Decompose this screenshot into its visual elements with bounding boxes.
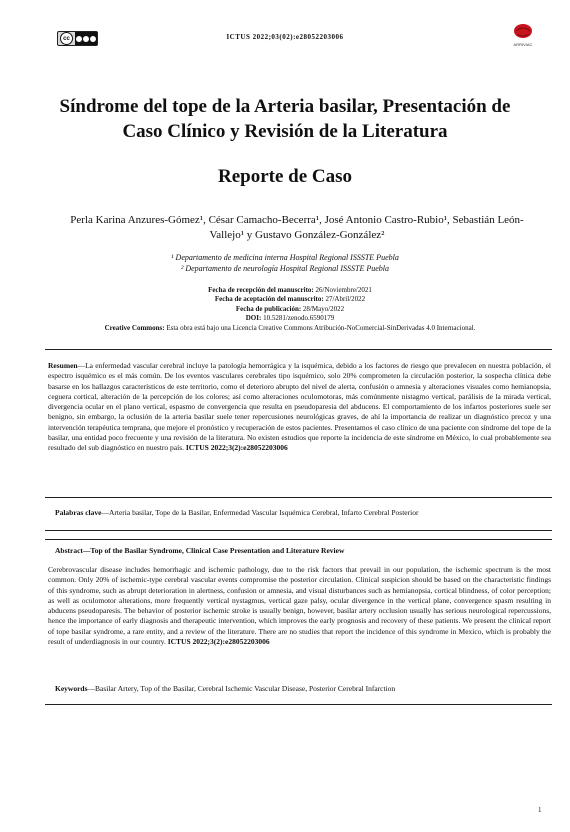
palabras-clave-text: —Arteria basilar, Tope de la Basilar, Enfermedad Vascular Isquémica Cerebral, Infarto Cerebral Posterior (101, 508, 419, 517)
logo-caption: ARRIVIAC (513, 42, 533, 47)
abstract-section (48, 565, 551, 647)
page-number: 1 (538, 806, 542, 814)
meta-doi: DOI: 10.5281/zenodo.6590179 (245, 314, 335, 323)
affiliations (0, 252, 570, 274)
cc-icon: cc (60, 32, 73, 45)
keywords-label: Keywords (55, 684, 88, 693)
resumen-ref: ICTUS 2022;3(2):e28052203006 (185, 443, 288, 453)
abstract-heading: Abstract—Top of the Basilar Syndrome, Clinical Case Presentation and Literature Review (55, 546, 345, 555)
palabras-clave-label: Palabras clave (55, 508, 102, 517)
authors: Perla Karina Anzures-Gómez¹, César Camacho-Becerra¹, José Antonio Castro-Rubio¹, Sebastián León-Vallejo¹ y Gustavo González-González² (70, 214, 524, 241)
resumen-label: Resumen (48, 361, 78, 370)
divider (45, 530, 552, 531)
palabras-clave (55, 508, 545, 518)
affiliation-2: ² Departamento de neurología Hospital Regional ISSSTE Puebla (180, 264, 390, 273)
meta-received: Fecha de recepción del manuscrito: 26/Noviembre/2021 (208, 286, 372, 294)
abstract-ref: ICTUS 2022;3(2):e28052203006 (167, 637, 270, 647)
keywords (55, 684, 545, 694)
article-title: Síndrome del tope de la Arteria basilar, Presentación de Caso Clínico y Revisión de la Literatura (59, 96, 511, 142)
affiliation-1: ¹ Departamento de medicina interna Hospital Regional ISSSTE Puebla (171, 253, 399, 262)
meta-license: Creative Commons: Esta obra está bajo una Licencia Creative Commons Atribución-NoComercial-SinDerivadas 4.0 Internacional. (104, 323, 476, 332)
keywords-text: —Basilar Artery, Top of the Basilar, Cerebral Ischemic Vascular Disease, Posterior Cerebral Infarction (87, 684, 396, 693)
divider (45, 497, 552, 498)
article-type: Reporte de Caso (217, 166, 353, 187)
meta-published: Fecha de publicación: 28/Mayo/2022 (235, 304, 345, 313)
resumen-section (48, 361, 551, 454)
manuscript-metadata (40, 286, 540, 333)
divider (45, 539, 552, 540)
divider (45, 349, 552, 350)
resumen-text: —La enfermedad vascular cerebral incluye la patología hemorrágica y la isquémica, debido a los factores de riesgo que prevalecen en nuestra población, el espectro isquémico es el más común. De los eventos vasculares cerebrales tipo isquémico, solo 20% comprometen la circulación posterior, la sospecha clínica debe basarse en los hallazgos característicos de este territorio, como el deterioro abrupto del nivel de alerta, confusión o amnesia y alteraciones visuales como hemianopsia, ceguera cortical, alteración de la percepción de los colores; así como alteraciones oculomotoras, más comúnmente nistagmo vertical, parálisis de la mirada vertical, divergencia ocular en el plano vertical, espasmo de convergencia que resulta en pseudoparesia del abducens. El comportamiento de los infartos posteriores suele ser benigno, sin embargo, la oclusión de la arteria basilar suele tener repercusiones neurológicas graves, de ahí la importancia de realizar un diagnóstico precoz y una intervención terapéutica temprana, que mejore el pronóstico y recuperación de estos pacientes. Presentamos el caso clínico de una paciente con síndrome del tope de la basilar, una entidad poco frecuente y una revisión de la literatura. No existen estudios que reporte la incidencia de este síndrome en México, lo cual probablemente sea resultado del sub diagnóstico en nuestro país. (48, 361, 551, 453)
journal-logo (508, 21, 538, 49)
divider (45, 704, 552, 705)
journal-reference-header: ICTUS 2022;03(02):e28052203006 (226, 33, 344, 41)
meta-accepted: Fecha de aceptación del manuscrito: 27/Abril/2022 (214, 295, 366, 304)
abstract-text: Cerebrovascular disease includes hemorrhagic and ischemic pathology, due to the risk factors that prevail in our population, the ischemic spectrum is the most common. Only 20% of ischemic-type cerebral vascular events compromise the posterior circulation. Clinical suspicion should be based on the characteristic findings of this syndrome, such as abrupt deterioration in alertness, confusion or amnesia, and visual disturbances such as hemianopsia, cortical blindness, of color perception; as well as oculomotor alterations, more frequently vertical nystagmus, vertical gaze palsy, ocular divergence in the vertical plane, convergence spasm resulting in abducens pseudoparesis. The behavior of posterior ischemic stroke is usually benign, however, basilar artery occlusion usually has serious neurological repercussions, hence the importance of early diagnosis and therapeutic intervention, which improves the early prognosis and recovery of these patients. We present the clinical report of tope basilar syndrome, a rare entity, and a review of the literature. There are no studies that report the incidence of this syndrome in Mexico, which is probably the result of underdiagnosis in our country. (48, 565, 551, 647)
